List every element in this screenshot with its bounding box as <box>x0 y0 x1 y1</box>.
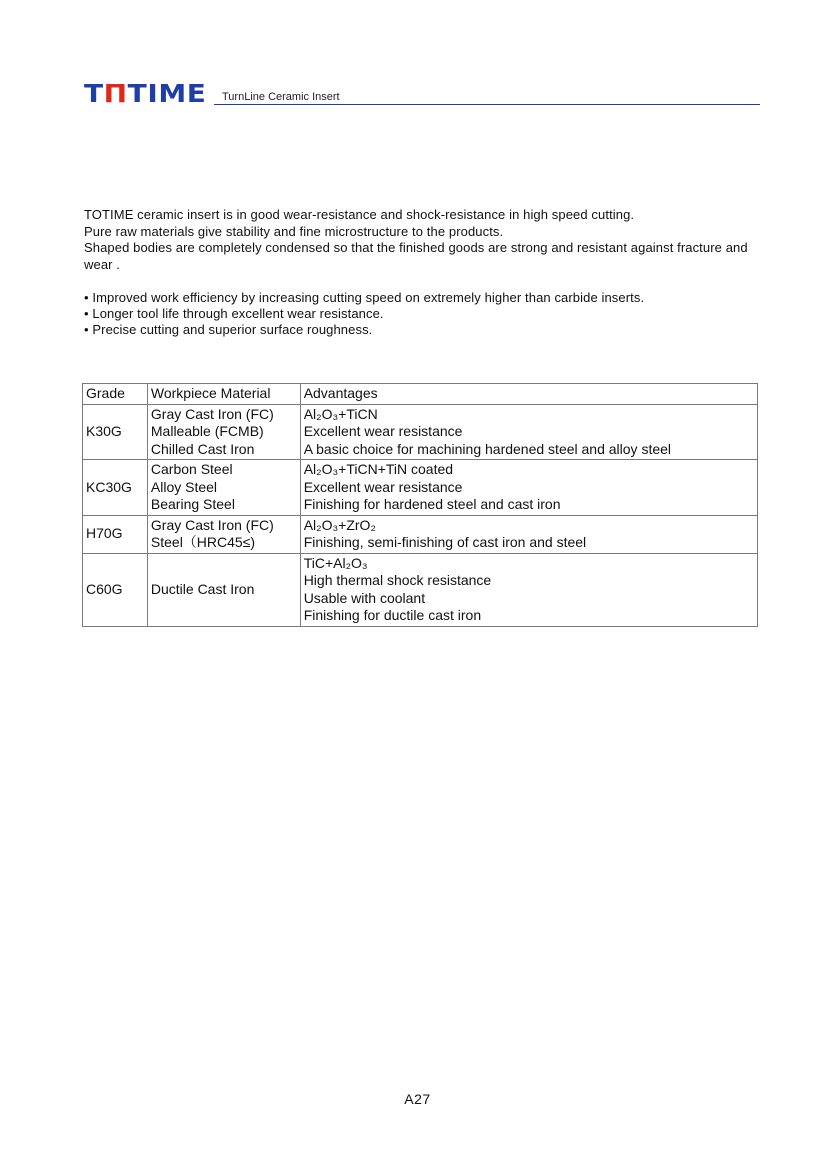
advantages-cell <box>300 460 757 516</box>
table-header-row <box>83 384 758 405</box>
advantage-item: Finishing for ductile cast iron <box>303 607 482 623</box>
advantages-cell <box>300 515 757 553</box>
material-item: Gray Cast Iron (FC) <box>150 405 274 422</box>
grade-cell: C60G <box>83 553 148 626</box>
advantages-cell <box>300 404 757 460</box>
intro-paragraph: TOTIME ceramic insert is in good wear-resistance and shock-resistance in high speed cutting. <box>84 207 635 222</box>
advantages-cell <box>300 553 757 626</box>
material-item: Bearing Steel <box>150 496 235 512</box>
table-row <box>83 404 758 460</box>
material-item: Steel（HRC45≤) <box>150 534 256 550</box>
material-item: Malleable (FCMB) <box>150 423 264 439</box>
table-row <box>83 515 758 553</box>
material-item: Carbon Steel <box>150 461 233 477</box>
advantage-item: High thermal shock resistance <box>303 572 492 588</box>
feature-bullet: • Improved work efficiency by increasing cutting speed on extremely higher than carbide inserts. <box>84 290 645 305</box>
page-header <box>84 79 760 108</box>
page-number: A27 <box>404 1091 431 1107</box>
advantage-item: Al₂O₃+TiCN <box>303 405 378 422</box>
header-rule <box>214 104 760 105</box>
material-item: Alloy Steel <box>150 478 218 495</box>
material-item: Gray Cast Iron (FC) <box>150 516 274 533</box>
material-cell <box>147 460 300 516</box>
intro-paragraph: Shaped bodies are completely condensed so that the finished goods are strong and resistant against fracture and wear . <box>84 240 748 272</box>
advantage-item: Finishing for hardened steel and cast iron <box>303 496 561 512</box>
table-row <box>83 553 758 626</box>
column-header-grade: Grade <box>83 384 148 405</box>
grade-cell: K30G <box>83 404 148 460</box>
advantage-item: A basic choice for machining hardened steel and alloy steel <box>303 440 672 457</box>
material-cell <box>147 515 300 553</box>
grade-cell: H70G <box>83 515 148 553</box>
material-item: Ductile Cast Iron <box>150 580 255 597</box>
material-item: Chilled Cast Iron <box>150 440 255 457</box>
column-header-workpiece-material: Workpiece Material <box>147 384 300 405</box>
totime-logo: TΠTIME <box>84 79 207 108</box>
material-cell <box>147 553 300 626</box>
feature-bullet: • Precise cutting and superior surface roughness. <box>84 322 373 337</box>
grade-cell: KC30G <box>83 460 148 516</box>
feature-bullet-list <box>84 290 774 338</box>
advantage-item: Excellent wear resistance <box>303 478 463 495</box>
material-cell <box>147 404 300 460</box>
intro-text <box>84 207 774 273</box>
advantage-item: TiC+Al₂O₃ <box>303 554 368 571</box>
advantage-item: Al₂O₃+ZrO₂ <box>303 516 376 533</box>
advantage-item: Al₂O₃+TiCN+TiN coated <box>303 461 454 477</box>
advantage-item: Finishing, semi-finishing of cast iron and steel <box>303 534 587 550</box>
table-row <box>83 460 758 516</box>
grade-table <box>82 383 758 627</box>
feature-bullet: • Longer tool life through excellent wear resistance. <box>84 306 384 321</box>
intro-paragraph: Pure raw materials give stability and fine microstructure to the products. <box>84 223 504 239</box>
advantage-item: Excellent wear resistance <box>303 423 463 439</box>
column-header-advantages: Advantages <box>300 384 757 405</box>
advantage-item: Usable with coolant <box>303 589 426 606</box>
header-subtitle: TurnLine Ceramic Insert <box>222 91 340 103</box>
